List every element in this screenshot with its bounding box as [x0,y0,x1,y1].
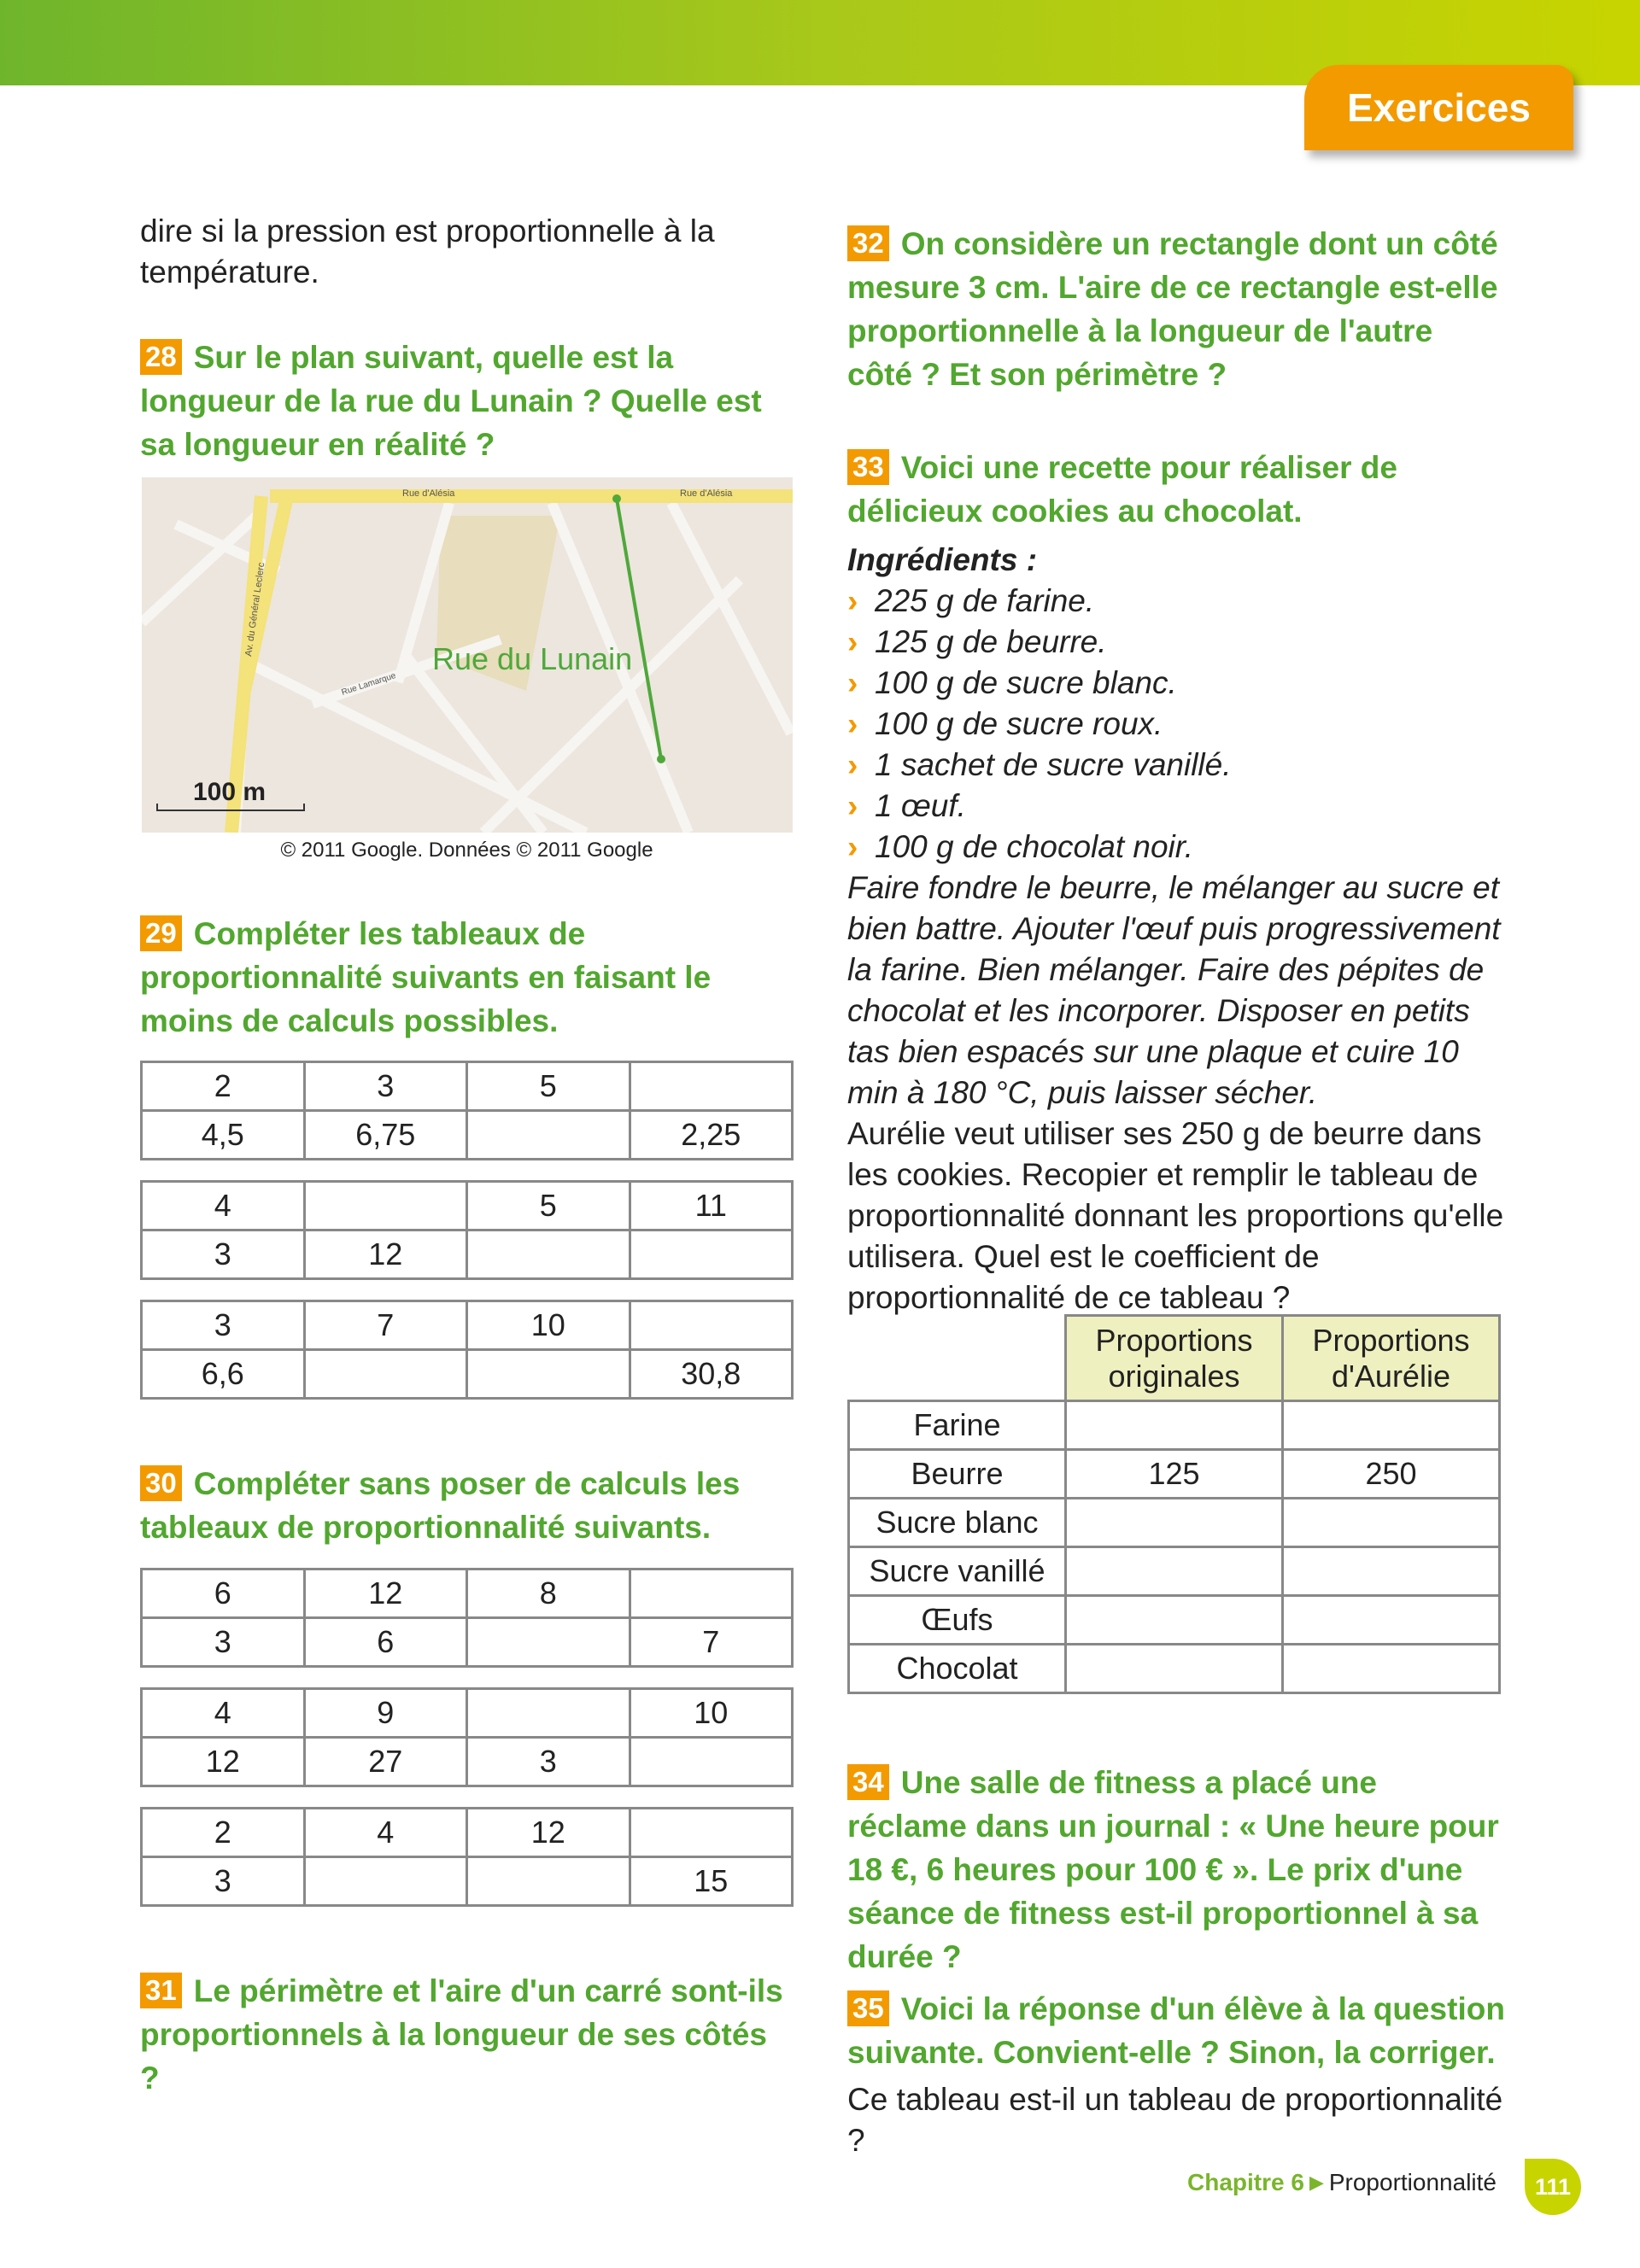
table-cell: 30,8 [630,1350,793,1399]
ingredient-text: 100 g de sucre blanc. [875,665,1177,700]
table-cell: 2,25 [630,1111,793,1160]
exercise-question: Ce tableau est-il un tableau de proportionnalité ? [847,2082,1503,2158]
street-map [142,477,793,833]
table-cell [630,1062,793,1111]
page-number-text: 111 [1534,2173,1572,2200]
ex29-tables [140,1061,794,1419]
chapter-label: Chapitre 6 [1187,2169,1304,2195]
ingredient-text: 225 g de farine. [875,583,1095,618]
table-cell [630,1301,793,1350]
table-cell: 6 [142,1569,305,1618]
chevron-icon: › [847,829,858,864]
exercise-title: Voici la réponse d'un élève à la question suivante. Convient-elle ? Sinon, la corriger. [847,1991,1505,2070]
map-street-label: Rue d'Alésia [680,488,733,499]
exercise-title: Une salle de fitness a placé une réclame dans un journal : « Une heure pour 18 €, 6 heures pour 100 € ». Le prix d'une séance de fitness est-il proportionnel à sa durée ? [847,1765,1499,1974]
exercise-30 [140,1462,772,1549]
table-cell: 5 [467,1182,630,1230]
table-cell: 4 [304,1809,467,1857]
exercise-title: On considère un rectangle dont un côté mesure 3 cm. L'aire de ce rectangle est-elle proportionnelle à la longueur de l'autre côté ? Et son périmètre ? [847,226,1498,392]
exercise-title: Compléter sans poser de calculs les tableaux de proportionnalité suivants. [140,1466,741,1545]
row-label: Œufs [849,1596,1066,1645]
table-cell [1283,1596,1500,1645]
section-title: Exercices [1347,85,1531,130]
table-cell [1283,1645,1500,1693]
exercise-number: 29 [140,915,182,951]
map-label-rue-du-lunain: Rue du Lunain [432,641,633,676]
row-label: Sucre blanc [849,1499,1066,1547]
ingredient-item [847,663,1505,704]
exercise-question: Aurélie veut utiliser ses 250 g de beurre dans les cookies. Recopier et remplir le tableau de proportionnalité donnant les proportions qu'elle utilisera. Quel est le coefficient de proportionnalité de ce tableau ? [847,1116,1504,1315]
table-cell: 3 [142,1857,305,1906]
exercise-number: 30 [140,1465,182,1501]
row-label: Farine [849,1401,1066,1450]
table-cell: 4 [142,1689,305,1738]
table-cell [467,1689,630,1738]
table-cell [1283,1499,1500,1547]
table-cell [467,1230,630,1279]
ingredient-item [847,827,1505,868]
ingredients-label: Ingrédients : [847,542,1038,577]
table-cell: 2 [142,1809,305,1857]
chevron-icon: › [847,624,858,659]
chapter-title: Proportionnalité [1328,2169,1496,2195]
table-cell: 10 [630,1689,793,1738]
ingredient-item [847,581,1505,622]
table-cell: 125 [1066,1450,1283,1499]
table-cell [1066,1499,1283,1547]
table-cell [1066,1401,1283,1450]
footer [1187,2169,1496,2196]
page-number [1525,2159,1581,2215]
table-cell [1066,1547,1283,1596]
ingredient-item [847,622,1505,663]
row-label: Beurre [849,1450,1066,1499]
ingredient-text: 1 sachet de sucre vanillé. [875,747,1232,782]
table-cell: 2 [142,1062,305,1111]
table-cell [467,1111,630,1160]
recipe-instructions: Faire fondre le beurre, le mélanger au sucre et bien battre. Ajouter l'œuf puis progressivement la farine. Bien mélanger. Faire des pépites de chocolat et les incorporer. Disposer en petits tas bien espacés sur une plaque et cuire 10 min à 180 °C, puis laisser sécher. [847,870,1501,1110]
table-cell: 3 [142,1618,305,1667]
ingredient-text: 1 œuf. [875,788,966,823]
intro-text: dire si la pression est proportionnelle à la température. [140,213,715,289]
table-header: Proportions originales [1066,1316,1283,1401]
table-cell: 12 [142,1738,305,1786]
table-cell [304,1350,467,1399]
exercise-title: Le périmètre et l'aire d'un carré sont-ils proportionnels à la longueur de ses côtés ? [140,1973,783,2096]
table-cell: 4 [142,1182,305,1230]
ingredient-text: 100 g de chocolat noir. [875,829,1193,864]
chevron-icon: › [847,747,858,782]
table-cell: 9 [304,1689,467,1738]
proportionality-table [140,1568,794,1668]
row-label: Sucre vanillé [849,1547,1066,1596]
table-cell [467,1618,630,1667]
table-cell: 6,6 [142,1350,305,1399]
recipe [847,540,1505,1318]
table-cell: 4,5 [142,1111,305,1160]
table-cell [630,1809,793,1857]
exercise-34 [847,1761,1505,1979]
table-cell: 250 [1283,1450,1500,1499]
ingredient-text: 100 g de sucre roux. [875,706,1163,741]
proportionality-table [140,1061,794,1160]
table-cell: 7 [630,1618,793,1667]
exercise-number: 35 [847,1990,889,2026]
table-cell: 10 [467,1301,630,1350]
map-street-label: Av. du Général Leclerc [243,561,267,658]
table-cell [630,1230,793,1279]
ex30-tables [140,1568,794,1926]
chevron-icon: › [847,665,858,700]
row-label: Chocolat [849,1645,1066,1693]
table-cell [1283,1547,1500,1596]
proportionality-table [140,1300,794,1400]
proportionality-table [140,1180,794,1280]
table-cell [1066,1596,1283,1645]
table-cell [630,1738,793,1786]
table-cell: 3 [467,1738,630,1786]
map-scale-label: 100 m [193,778,266,806]
proportionality-table [140,1807,794,1907]
table-cell: 27 [304,1738,467,1786]
ingredient-text: 125 g de beurre. [875,624,1107,659]
exercise-28 [140,336,772,466]
exercise-title: Compléter les tableaux de proportionnalité suivants en faisant le moins de calculs possibles. [140,916,712,1038]
recipe-proportion-table [847,1314,1501,1694]
arrow-icon: ▶ [1309,2172,1324,2193]
exercise-number: 32 [847,225,889,261]
table-cell: 6,75 [304,1111,467,1160]
ingredient-item [847,704,1505,745]
table-cell: 3 [304,1062,467,1111]
table-cell [467,1857,630,1906]
exercise-number: 33 [847,449,889,485]
table-cell: 12 [304,1569,467,1618]
chevron-icon: › [847,583,858,618]
table-cell [304,1182,467,1230]
table-cell: 6 [304,1618,467,1667]
proportionality-table [140,1687,794,1787]
table-cell [304,1857,467,1906]
ingredient-item [847,745,1505,786]
table-cell [630,1569,793,1618]
exercise-31 [140,1969,789,2100]
table-cell: 11 [630,1182,793,1230]
map-caption: © 2011 Google. Données © 2011 Google [280,839,653,862]
table-cell: 5 [467,1062,630,1111]
exercise-35 [847,1987,1505,2074]
table-cell: 7 [304,1301,467,1350]
exercise-33 [847,446,1500,533]
table-cell: 12 [304,1230,467,1279]
exercise-title: Sur le plan suivant, quelle est la longueur de la rue du Lunain ? Quelle est sa longueur en réalité ? [140,340,762,462]
exercise-number: 34 [847,1764,889,1800]
chevron-icon: › [847,788,858,823]
table-cell [1066,1645,1283,1693]
section-tab [1304,65,1573,150]
table-cell: 8 [467,1569,630,1618]
exercise-29 [140,912,772,1043]
table-cell [1283,1401,1500,1450]
exercise-title: Voici une recette pour réaliser de délicieux cookies au chocolat. [847,450,1397,529]
table-cell: 3 [142,1301,305,1350]
map-street-label: Rue Lamarque [340,670,397,698]
table-cell [467,1350,630,1399]
table-header: Proportions d'Aurélie [1283,1316,1500,1401]
table-cell: 15 [630,1857,793,1906]
table-corner [849,1316,1066,1401]
exercise-number: 28 [140,339,182,375]
table-cell: 3 [142,1230,305,1279]
ingredient-item [847,786,1505,827]
exercise-number: 31 [140,1973,182,2008]
map-street-label: Rue d'Alésia [402,488,455,499]
exercise-32 [847,222,1500,396]
chevron-icon: › [847,706,858,741]
table-cell: 12 [467,1809,630,1857]
